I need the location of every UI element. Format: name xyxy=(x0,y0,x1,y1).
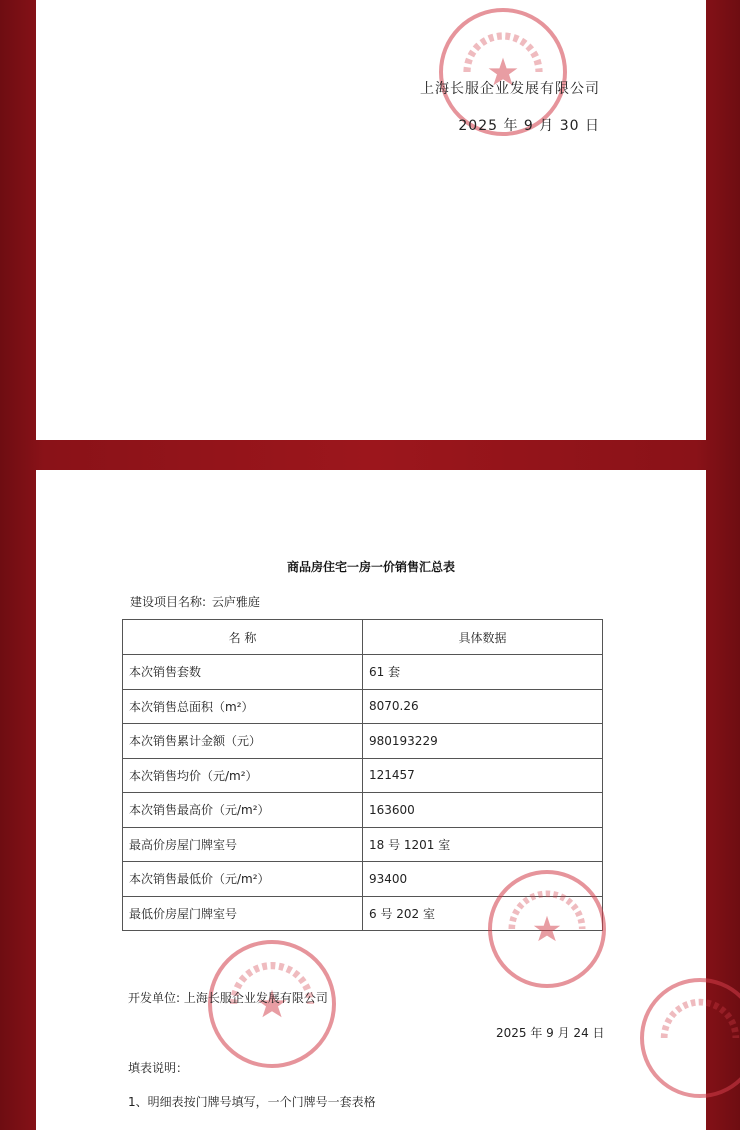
row-value: 8070.26 xyxy=(363,689,603,724)
row-label: 本次销售总面积（m²） xyxy=(123,689,363,724)
row-value: 93400 xyxy=(363,862,603,897)
table-header-row xyxy=(123,620,603,655)
row-value: 6 号 202 室 xyxy=(363,896,603,931)
table-row xyxy=(123,827,603,862)
table-row xyxy=(123,655,603,690)
developer-name: 上海长服企业发展有限公司 xyxy=(183,991,328,1005)
document-date: 2025 年 9 月 24 日 xyxy=(496,1026,605,1040)
table-row xyxy=(123,793,603,828)
document-page-1 xyxy=(36,0,706,440)
document-date: 2025 年 9 月 30 日 xyxy=(458,118,600,134)
project-name-line xyxy=(128,593,260,610)
project-label: 建设项目名称: xyxy=(130,595,207,609)
company-seal-stamp xyxy=(640,978,740,1098)
notes-title: 填表说明： xyxy=(128,1061,189,1075)
column-header-name: 名 称 xyxy=(123,620,363,655)
developer-label: 开发单位: xyxy=(128,991,181,1005)
developer-line xyxy=(128,989,328,1006)
row-label: 本次销售累计金额（元） xyxy=(123,724,363,759)
row-label: 本次销售最低价（元/m²） xyxy=(123,862,363,897)
row-value: 980193229 xyxy=(363,724,603,759)
row-value: 163600 xyxy=(363,793,603,828)
note-item: 1、明细表按门牌号填写，一个门牌号一套表格 xyxy=(128,1095,376,1109)
row-label: 本次销售套数 xyxy=(123,655,363,690)
row-value: 121457 xyxy=(363,758,603,793)
project-name: 云庐雅庭 xyxy=(211,595,260,609)
row-value: 18 号 1201 室 xyxy=(363,827,603,862)
table-row xyxy=(123,758,603,793)
row-value: 61 套 xyxy=(363,655,603,690)
row-label: 本次销售最高价（元/m²） xyxy=(123,793,363,828)
column-header-data: 具体数据 xyxy=(363,620,603,655)
table-row xyxy=(123,724,603,759)
company-seal-stamp xyxy=(488,870,606,988)
table-title: 商品房住宅一房一价销售汇总表 xyxy=(286,560,455,574)
row-label: 本次销售均价（元/m²） xyxy=(123,758,363,793)
document-page-2 xyxy=(36,470,706,1130)
row-label: 最高价房屋门牌室号 xyxy=(123,827,363,862)
company-name: 上海长服企业发展有限公司 xyxy=(420,81,600,97)
row-label: 最低价房屋门牌室号 xyxy=(123,896,363,931)
table-row xyxy=(123,689,603,724)
